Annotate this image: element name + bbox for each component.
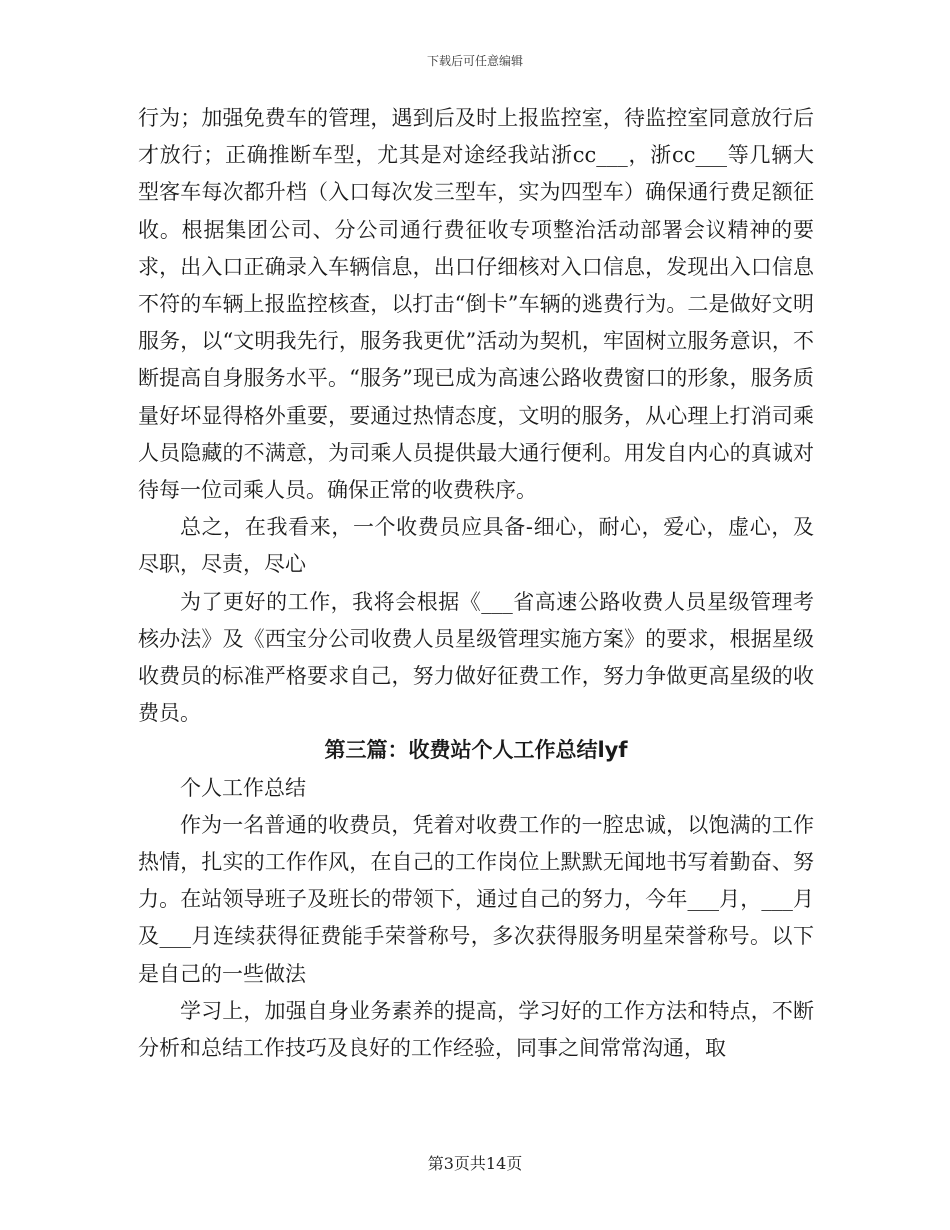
paragraph-study: 学习上，加强自身业务素养的提高，学习好的工作方法和特点，不断分析和总结工作技巧及良好的工作经验，同事之间常常沟通，取 bbox=[138, 998, 814, 1061]
paragraph-toll-management: 行为；加强免费车的管理，遇到后及时上报监控室，待监控室同意放行后才放行；正确推断车型，尤其是对途经我站浙cc___，浙cc___等几辆大型客车每次都升档（入口每次发三型车，实为四型车）确保通行费足额征收。根据集团公司、分公司通行费征收专项整治活动部署会议精神的要求，出入口正确录入车辆信息，出口仔细核对入口信息，发现出入口信息不符的车辆上报监控核查，以打击“倒卡”车辆的逃费行为。二是做好文明服务，以“文明我先行，服务我更优”活动为契机，牢固树立服务意识，不断提高自身服务水平。“服务”现已成为高速公路收费窗口的形象，服务质量好坏显得格外重要，要通过热情态度，文明的服务，从心理上打消司乘人员隐藏的不满意，为司乘人员提供最大通行便利。用发自内心的真诚对待每一位司乘人员。确保正常的收费秩序。 bbox=[138, 106, 814, 503]
section-title: 第三篇：收费站个人工作总结lyf bbox=[324, 738, 628, 763]
document-body bbox=[138, 100, 814, 1067]
paragraph-subtitle: 个人工作总结 bbox=[180, 775, 306, 800]
page-header-note: 下载后可任意编辑 bbox=[426, 54, 523, 68]
paragraph-introduction: 作为一名普通的收费员，凭着对收费工作的一腔忠诚，以饱满的工作热情，扎实的工作作风，在自己的工作岗位上默默无闻地书写着勤奋、努力。在站领导班子及班长的带领下，通过自己的努力，今年___月，___月及___月连续获得征费能手荣誉称号，多次获得服务明星荣誉称号。以下是自己的一些做法 bbox=[138, 812, 814, 986]
paragraph-conclusion: 总之，在我看来，一个收费员应具备-细心，耐心，爱心，虚心，及尽职，尽责，尽心 bbox=[138, 515, 814, 577]
paragraph-star-rating-plan: 为了更好的工作，我将会根据《___省高速公路收费人员星级管理考核办法》及《西宝分公司收费人员星级管理实施方案》的要求，根据星级收费员的标准严格要求自己，努力做好征费工作，努力争做更高星级的收费员。 bbox=[138, 589, 814, 726]
page-number: 第3页共14页 bbox=[427, 1154, 523, 1173]
